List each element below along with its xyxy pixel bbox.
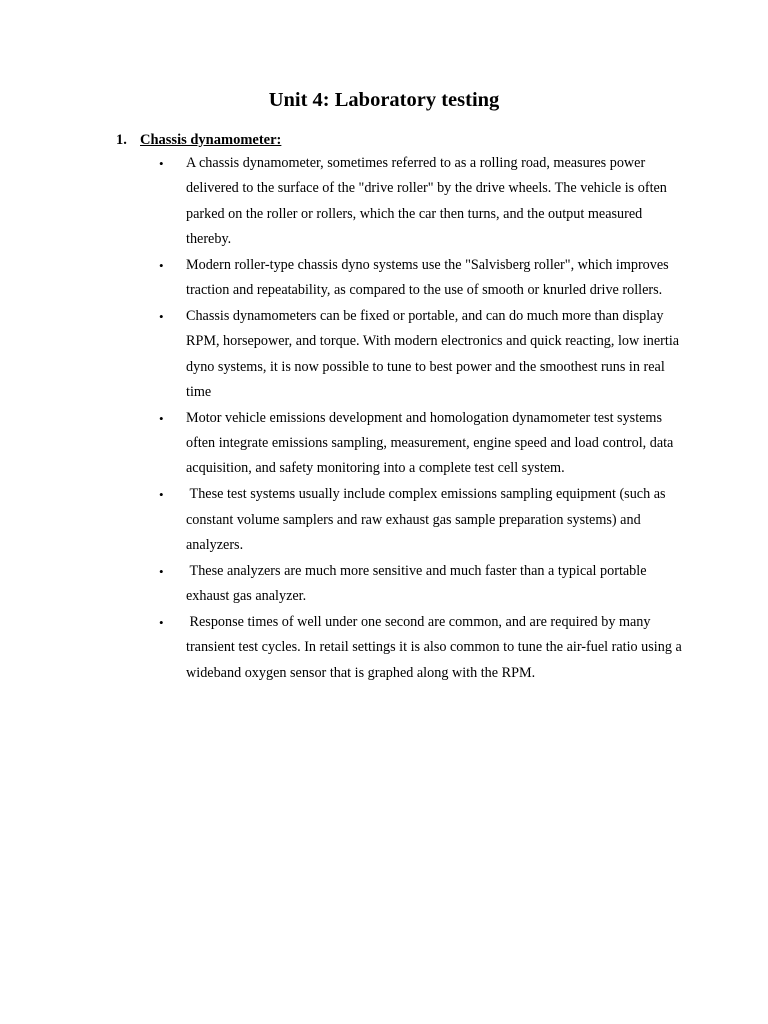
bullet-text: Modern roller-type chassis dyno systems use the "Salvisberg roller", which improves traction and repeatability, as compared to the use of smooth or knurled drive rollers. — [186, 256, 673, 299]
bullet-text: Chassis dynamometers can be fixed or portable, and can do much more than display RPM, horsepower, and torque. With modern electronics and quick reacting, low inertia dyno systems, it is now possible to tune to best power and the smoothest runs in real time — [186, 307, 683, 400]
bullet-item — [159, 482, 682, 558]
bullet-item — [159, 304, 683, 406]
bullet-item — [159, 406, 682, 482]
bullet-text: These test systems usually include complex emissions sampling equipment (such as constant volume samplers and raw exhaust gas sample preparation systems) and analyzers. — [186, 486, 670, 553]
section-heading — [116, 130, 281, 150]
section-number: 1. — [116, 132, 127, 148]
page-title: Unit 4: Laboratory testing — [268, 89, 500, 111]
bullet-icon: • — [159, 308, 164, 324]
bullet-item — [159, 151, 682, 253]
bullet-text: Motor vehicle emissions development and homologation dynamometer test systems often integrate emissions sampling, measurement, engine speed and load control, data acquisition, and safety monitoring into a complete test cell system. — [186, 409, 677, 477]
bullet-list — [0, 151, 768, 686]
section-title: Chassis dynamometer: — [140, 132, 282, 148]
bullet-text: Response times of well under one second are common, and are required by many transient test cycles. In retail settings it is also common to tune the air-fuel ratio using a wideband oxygen sensor that is graphed along with the RPM. — [186, 613, 686, 681]
bullet-item — [159, 559, 682, 610]
bullet-icon: • — [159, 487, 164, 503]
bullet-text: A chassis dynamometer, sometimes referred to as a rolling road, measures power delivered to the surface of the "drive roller" by the drive wheels. The vehicle is often parked on the roller or rollers, which the car then turns, and the output measured thereby. — [186, 155, 671, 247]
bullet-icon: • — [159, 614, 164, 630]
bullet-icon: • — [159, 257, 164, 273]
bullet-item — [159, 253, 682, 304]
bullet-text: These analyzers are much more sensitive and much faster than a typical portable exhaust gas analyzer. — [186, 562, 651, 605]
bullet-icon: • — [159, 410, 164, 426]
bullet-icon: • — [159, 156, 164, 171]
bullet-icon: • — [159, 563, 164, 579]
bullet-item — [159, 610, 686, 686]
